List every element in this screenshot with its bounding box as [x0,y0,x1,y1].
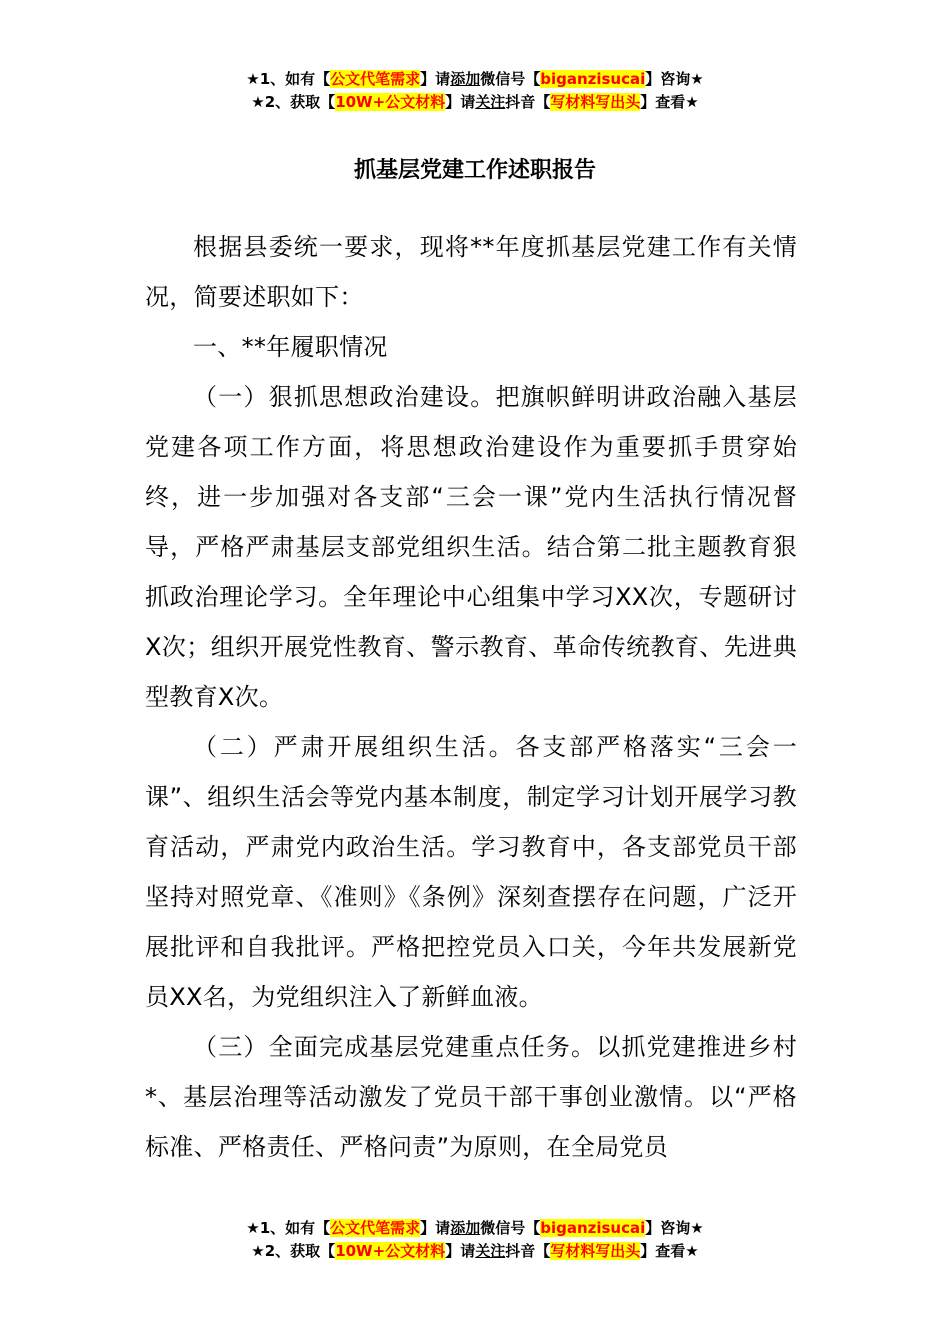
paragraph-intro: 根据县委统一要求，现将**年度抓基层党建工作有关情况，简要述职如下： [145,233,797,311]
banner-line-1: ★1、如有【公文代笔需求】请添加微信号【biganzisucai】咨询★ [246,70,704,88]
highlight-text: biganzisucai [540,70,646,88]
footer-banner [0,1217,950,1263]
paragraph-1: （一）狠抓思想政治建设。把旗帜鲜明讲政治融入基层党建各项工作方面，将思想政治建设作为重要抓手贯穿始终，进一步加强对各支部“三会一课”党内生活执行情况督导，严格严肃基层支部党组织生活。结合第二批主题教育狠抓政治理论学习。全年理论中心组集中学习XX次，专题研讨X次；组织开展党性教育、警示教育、革命传统教育、先进典型教育X次。 [145,383,797,711]
highlight-text: 写材料写出头 [550,1242,641,1260]
highlight-text: 公文代笔需求 [330,70,421,88]
highlight-text: 10W+公文材料 [335,1242,446,1260]
banner-line-2: ★2、获取【10W+公文材料】请关注抖音【写材料写出头】查看★ [251,1242,699,1260]
banner-line-2: ★2、获取【10W+公文材料】请关注抖音【写材料写出头】查看★ [251,93,699,111]
paragraph-2: （二）严肃开展组织生活。各支部严格落实“三会一课”、组织生活会等党内基本制度，制定学习计划开展学习教育活动，严肃党内政治生活。学习教育中，各支部党员干部坚持对照党章、《准则》《条例》深刻查摆存在问题，广泛开展批评和自我批评。严格把控党员入口关，今年共发展新党员XX名，为党组织注入了新鲜血液。 [145,733,797,1011]
highlight-text: 写材料写出头 [550,93,641,111]
paragraph-3: （三）全面完成基层党建重点任务。以抓党建推进乡村*、基层治理等活动激发了党员干部干事创业激情。以“严格标准、严格责任、严格问责”为原则，在全局党员 [145,1033,797,1161]
document-title: 抓基层党建工作述职报告 [353,158,596,183]
document-body [145,222,797,1172]
highlight-text: biganzisucai [540,1219,646,1237]
section-heading: 一、**年履职情况 [193,333,388,361]
banner-line-1: ★1、如有【公文代笔需求】请添加微信号【biganzisucai】咨询★ [246,1219,704,1237]
highlight-text: 10W+公文材料 [335,93,446,111]
highlight-text: 公文代笔需求 [330,1219,421,1237]
header-banner [0,68,950,114]
